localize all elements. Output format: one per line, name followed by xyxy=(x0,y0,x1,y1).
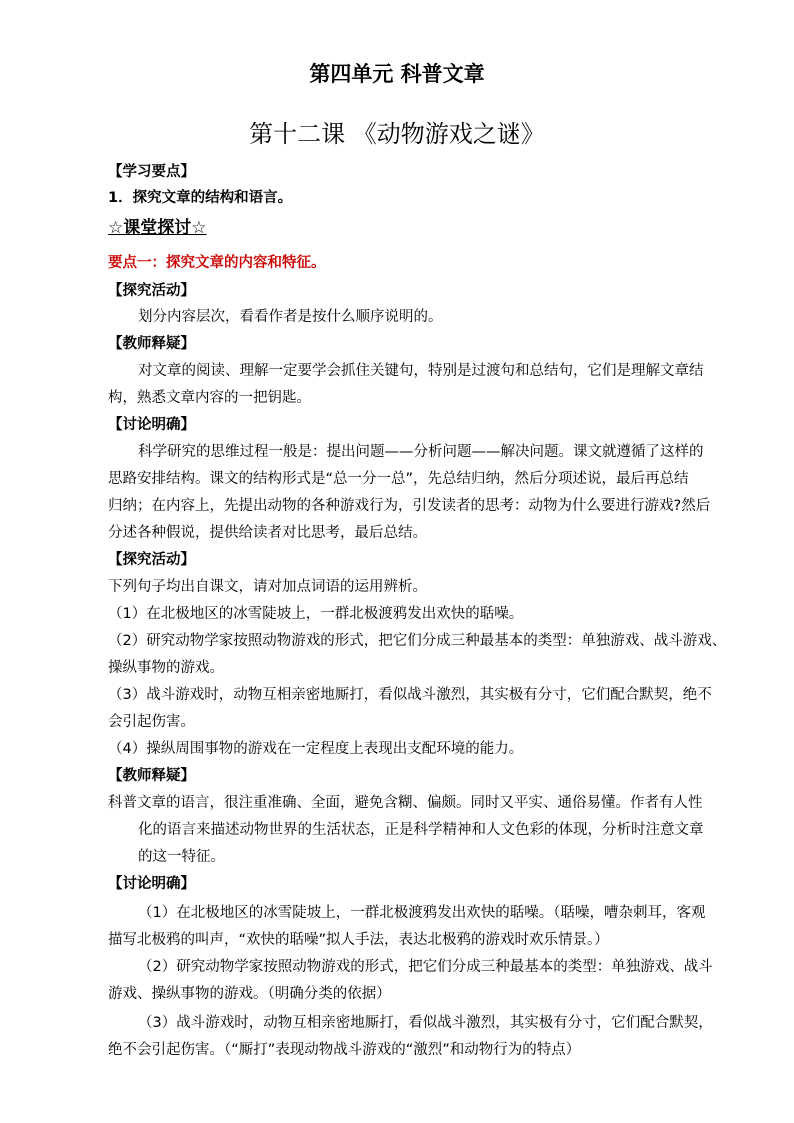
unit-title: 第四单元 科普文章 xyxy=(309,61,485,86)
key-point-1: 要点一：探究文章的内容和特征。 xyxy=(108,255,326,271)
section-text: 构，熟悉文章内容的一把钥匙。 xyxy=(108,390,311,406)
section-text: 绝不会引起伤害。（“厮打”表现动物战斗游戏的“激烈”和动物行为的特点） xyxy=(108,1042,581,1058)
section-text: 分述各种假说，提供给读者对比思考，最后总结。 xyxy=(108,525,427,541)
section-heading: 【探究活动】 xyxy=(108,552,195,568)
section-heading: 【教师释疑】 xyxy=(108,336,195,352)
section-text: （4）操纵周围事物的游戏在一定程度上表现出支配环境的能力。 xyxy=(108,741,524,757)
section-text: （1）在北极地区的冰雪陡坡上，一群北极渡鸦发出欢快的聒噪。（聒噪，嘈杂刺耳，客观 xyxy=(138,905,706,921)
section-heading: 【讨论明确】 xyxy=(108,876,195,892)
section-text: 描写北极鸦的叫声，“欢快的聒噪”拟人手法，表达北极鸦的游戏时欢乐情景。） xyxy=(108,932,609,948)
section-text: （2）研究动物学家按照动物游戏的形式，把它们分成三种最基本的类型：单独游戏、战斗游戏、 xyxy=(108,633,727,649)
section-text: （3）战斗游戏时，动物互相亲密地厮打，看似战斗激烈，其实极有分寸，它们配合默契，绝不 xyxy=(108,687,712,703)
section-text: （3）战斗游戏时，动物互相亲密地厮打，看似战斗激烈，其实极有分寸，它们配合默契， xyxy=(138,1015,713,1031)
section-text: 对文章的阅读、理解一定要学会抓住关键句，特别是过渡句和总结句，它们是理解文章结 xyxy=(138,363,704,379)
objectives-heading: 【学习要点】 xyxy=(108,164,195,180)
section-text: 归纳；在内容上，先提出动物的各种游戏行为，引发读者的思考：动物为什么要进行游戏?然后 xyxy=(108,498,711,514)
section-text: 游戏、操纵事物的游戏。（明确分类的依据） xyxy=(108,986,391,1002)
section-text: （1）在北极地区的冰雪陡坡上，一群北极渡鸦发出欢快的聒噪。 xyxy=(108,606,524,622)
section-text: 科普文章的语言，很注重准确、全面，避免含糊、偏颇。同时又平实、通俗易懂。作者有人性 xyxy=(108,795,703,811)
section-text: 化的语言来描述动物世界的生活状态，正是科学精神和人文色彩的体现，分析时注意文章 xyxy=(138,822,704,838)
objective-item: 1．探究文章的结构和语言。 xyxy=(108,190,293,206)
section-text: 下列句子均出自课文，请对加点词语的运用辨析。 xyxy=(108,579,427,595)
section-text: 科学研究的思维过程一般是：提出问题——分析问题——解决问题。课文就遵循了这样的 xyxy=(138,444,704,460)
classroom-heading: ☆课堂探讨☆ xyxy=(108,218,207,238)
section-text: 会引起伤害。 xyxy=(108,714,195,730)
section-text: 的这一特征。 xyxy=(138,849,225,865)
section-heading: 【讨论明确】 xyxy=(108,417,195,433)
section-text: 思路安排结构。课文的结构形式是“总一分一总”，先总结归纳，然后分项述说，最后再总结 xyxy=(108,471,689,487)
section-heading: 【教师释疑】 xyxy=(108,768,195,784)
section-text: 操纵事物的游戏。 xyxy=(108,660,224,676)
section-text: 划分内容层次，看看作者是按什么顺序说明的。 xyxy=(138,309,443,325)
lesson-title: 第十二课 《动物游戏之谜》 xyxy=(249,120,545,148)
section-heading: 【探究活动】 xyxy=(108,283,195,299)
section-text: （2）研究动物学家按照动物游戏的形式，把它们分成三种最基本的类型：单独游戏、战斗 xyxy=(138,959,713,975)
